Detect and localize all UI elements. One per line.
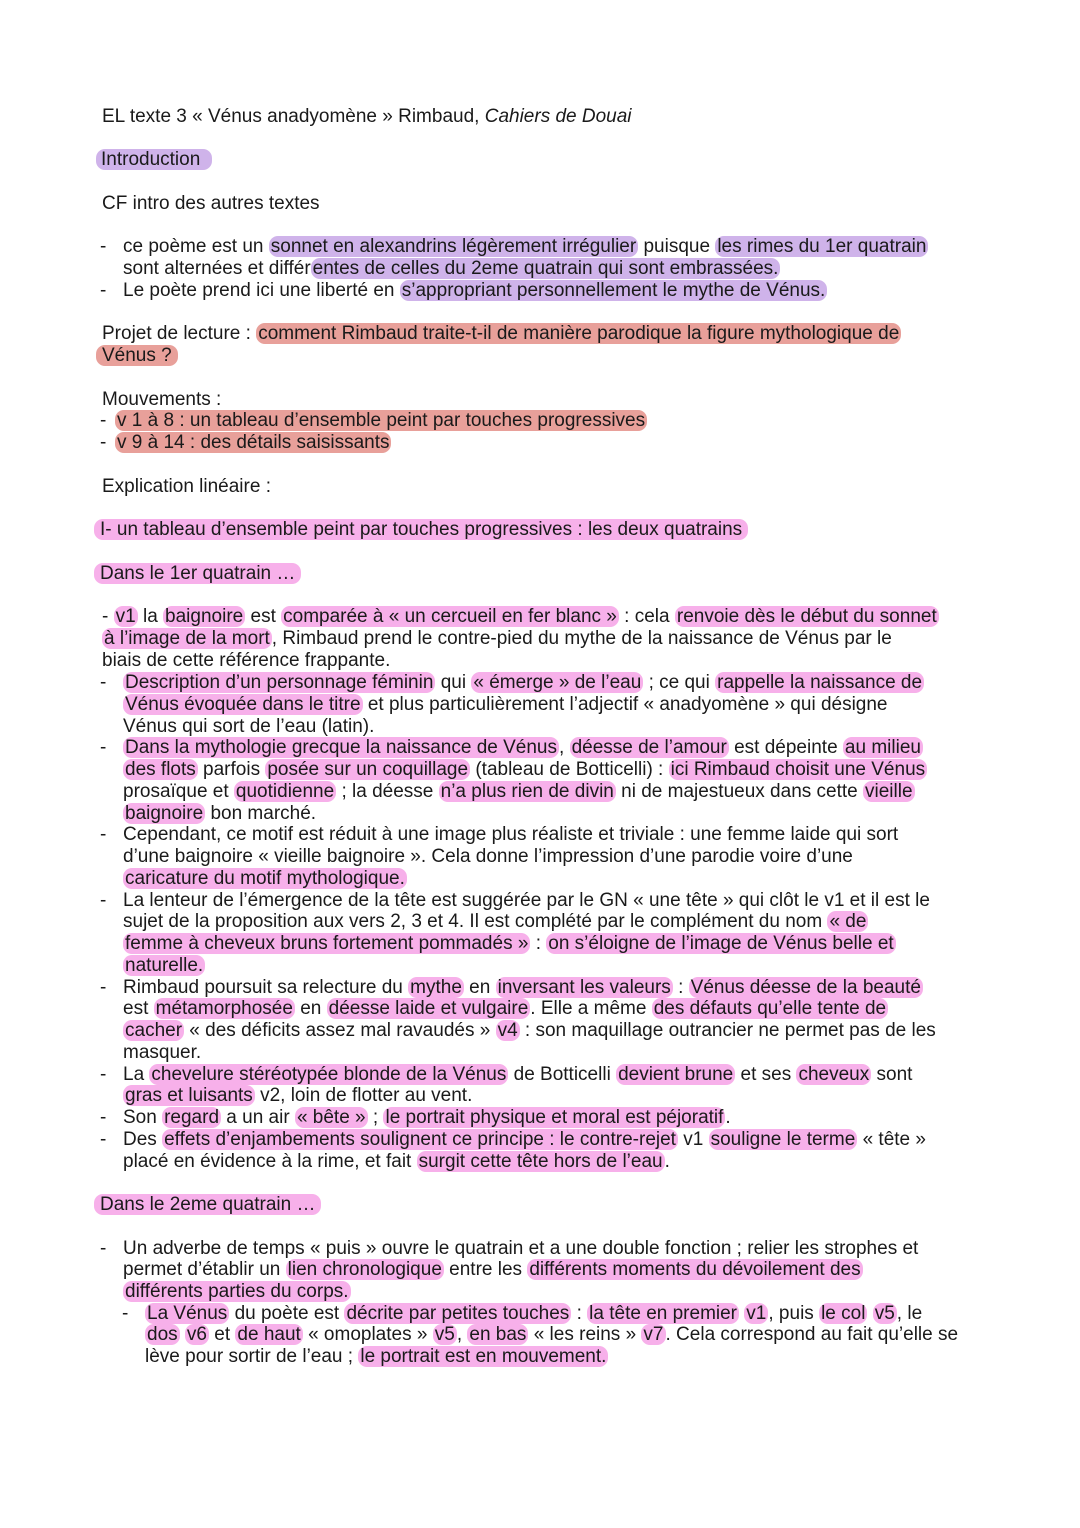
j-line-3: lève pour sortir de l’eau ; le portrait est en mouvement. — [145, 1346, 607, 1367]
f-line-1: La chevelure stéréotypée blonde de la Vénus de Botticelli devient brune et ses cheveux sont — [123, 1064, 913, 1085]
i-line-3: différents parties du corps. — [125, 1281, 349, 1302]
part1-heading: I- un tableau d’ensemble peint par touches progressives : les deux quatrains — [94, 519, 748, 541]
f-line-2: gras et luisants v2, loin de flotter au vent. — [125, 1085, 473, 1106]
bullet-dash: - — [100, 672, 107, 693]
a-line-1: Description d’un personnage féminin qui « émerge » de l’eau ; ce qui rappelle la naissance de — [125, 672, 923, 693]
mouvement-1: v 1 à 8 : un tableau d’ensemble peint par touches progressives — [117, 410, 646, 431]
b-line-1: Dans la mythologie grecque la naissance de Vénus , déesse de l’amour est dépeinte au milieu — [125, 737, 921, 758]
b-line-2: des flots parfois posée sur un coquillage (tableau de Botticelli) : ici Rimbaud choisit une Vénus — [125, 759, 926, 780]
intro-bullet-1-line-1: ce poème est un sonnet en alexandrins légèrement irrégulier puisque les rimes du 1er quatrain — [123, 236, 927, 257]
bullet-dash: - — [100, 432, 107, 453]
projet-line-2: Vénus ? — [96, 345, 178, 367]
g-line: Son regard a un air « bête » ; le portrait physique et moral est péjoratif . — [123, 1107, 731, 1128]
b-line-4: baignoire bon marché. — [125, 803, 317, 824]
c-line-2: d’une baignoire « vieille baignoire ». Cela donne l’impression d’une parodie voire d’une — [123, 846, 853, 867]
p1-line-3: biais de cette référence frappante. — [102, 650, 391, 671]
bullet-dash: - — [100, 236, 107, 257]
bullet-dash: - — [100, 977, 107, 998]
i-line-1: Un adverbe de temps « puis » ouvre le quatrain et a une double fonction ; relier les strophes et — [123, 1238, 919, 1259]
e-line-2: est métamorphosée en déesse laide et vulgaire . Elle a même des défauts qu’elle tente de — [123, 998, 887, 1019]
intro-heading: Introduction — [96, 149, 212, 171]
bullet-dash: - — [100, 890, 107, 911]
bullet-dash: - — [100, 1238, 107, 1259]
explication-heading: Explication linéaire : — [102, 476, 271, 497]
h-line-2: placé en évidence à la rime, et fait surgit cette tête hors de l’eau . — [123, 1151, 670, 1172]
cf-note: CF intro des autres textes — [102, 193, 320, 214]
p1-line-1: - v1 la baignoire est comparée à « un cercueil en fer blanc » : cela renvoie dès le début du sonnet — [102, 606, 937, 627]
e-line-3: cacher « des déficits assez mal ravaudés » v4 : son maquillage outrancier ne permet pas de les — [125, 1020, 936, 1041]
mouvements-title: Mouvements : — [102, 389, 222, 410]
intro-bullet-2: Le poète prend ici une liberté en s’appropriant personnellement le mythe de Vénus. — [123, 280, 826, 301]
a-line-3: Vénus qui sort de l’eau (latin). — [123, 716, 375, 737]
work-title: Cahiers de Douai — [484, 106, 632, 127]
intro-bullet-1-line-2: sont alternées et différ entes de celles du 2eme quatrain qui sont embrassées. — [123, 258, 779, 279]
c-line-1: Cependant, ce motif est réduit à une image plus réaliste et triviale : une femme laide qui sort — [123, 824, 899, 845]
d-line-2: sujet de la proposition aux vers 2, 3 et 4. Il est complété par le complément du nom « de — [123, 911, 867, 932]
a-line-2: Vénus évoquée dans le titre et plus particulièrement l’adjectif « anadyomène » qui désigne — [125, 694, 888, 715]
j-line-2: dos v6 et de haut « omoplates » v5 , en bas « les reins » v7 . Cela correspond au fait qu’elle se — [147, 1324, 959, 1345]
bullet-dash: - — [100, 1129, 107, 1150]
d-line-4: naturelle. — [125, 955, 204, 976]
document-title: EL texte 3 « Vénus anadyomène » Rimbaud, Cahiers de Douai — [102, 106, 632, 127]
quatrain1-heading: Dans le 1er quatrain … — [94, 563, 301, 585]
c-line-3: caricature du motif mythologique. — [125, 868, 405, 889]
p1-line-2: à l’image de la mort , Rimbaud prend le contre-pied du mythe de la naissance de Vénus par le — [104, 628, 892, 649]
d-line-1: La lenteur de l’émergence de la tête est suggérée par le GN « une tête » qui clôt le v1 et il est le — [123, 890, 930, 911]
e-line-1: Rimbaud poursuit sa relecture du mythe en inversant les valeurs : Vénus déesse de la beauté — [123, 977, 921, 998]
bullet-dash: - — [122, 1303, 129, 1324]
bullet-dash: - — [100, 280, 107, 301]
bullet-dash: - — [100, 824, 107, 845]
bullet-dash: - — [100, 1064, 107, 1085]
h-line-1: Des effets d’enjambements soulignent ce principe : le contre-rejet v1 souligne le terme « tête » — [123, 1129, 926, 1150]
bullet-dash: - — [100, 1107, 107, 1128]
d-line-3: femme à cheveux bruns fortement pommadés » : on s’éloigne de l’image de Vénus belle et — [125, 933, 894, 954]
quatrain2-heading: Dans le 2eme quatrain … — [94, 1194, 321, 1216]
j-line-1: La Vénus du poète est décrite par petites touches : la tête en premier v1 , puis le col v5 , le — [147, 1303, 923, 1324]
b-line-3: prosaïque et quotidienne ; la déesse n’a plus rien de divin ni de majestueux dans cette vieille — [123, 781, 913, 802]
bullet-dash: - — [100, 737, 107, 758]
projet-line-1: Projet de lecture : comment Rimbaud traite-t-il de manière parodique la figure mythologique de — [102, 323, 900, 344]
bullet-dash: - — [100, 410, 107, 431]
mouvement-2: v 9 à 14 : des détails saisissants — [117, 432, 390, 453]
i-line-2: permet d’établir un lien chronologique entre les différents moments du dévoilement des — [123, 1259, 861, 1280]
e-line-4: masquer. — [123, 1042, 202, 1063]
